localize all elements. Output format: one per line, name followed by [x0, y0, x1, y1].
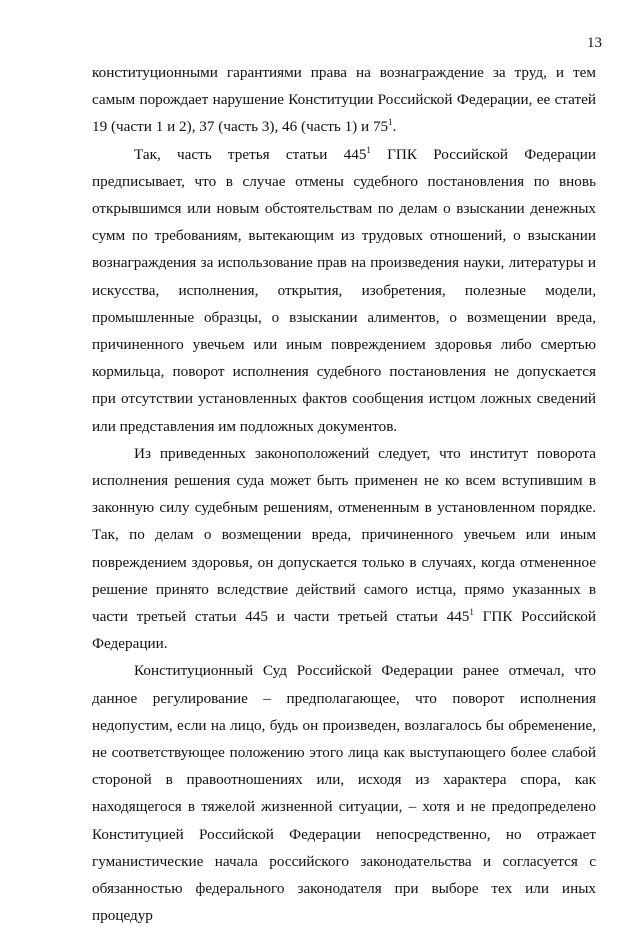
paragraph-text: Так, часть третья статьи 445 — [134, 145, 367, 163]
paragraph-continuation — [92, 59, 596, 141]
paragraph-text: Из приведенных законоположений следует, что институт поворота исполнения решения суда может быть применен не ко всем вступившим в законную силу судебным решениям, отмененным в установленном порядке. Так, по делам о возмещении вреда, причиненного увечьем или иным повреждением здоровья, он допускается только в случаях, когда отмененное решение принято вследствие действий самого истца, прямо указанных в части третьей статьи 445 и части третьей статьи 445 — [92, 444, 596, 626]
paragraph — [92, 440, 596, 658]
superscript: 1 — [469, 607, 474, 618]
paragraph — [92, 141, 596, 440]
page-number: 13 — [587, 35, 602, 51]
paragraph-text: Конституционный Суд Российской Федерации ранее отмечал, что данное регулирование – предполагающее, что поворот исполнения недопустим, если на лицо, будь он произведен, возлагалось бы обременение, не соответствующее положению этого лица как выступающего более слабой стороной в правоотношениях или, исходя из характера спора, как находящегося в тяжелой жизненной ситуации, – хотя и не предопределено Конституцией Российской Федерации непосредственно, но отражает гуманистические начала российского законодательства и согласуется с обязанностью федерального законодателя при выборе тех или иных процедур — [92, 662, 596, 925]
body-text — [92, 59, 596, 930]
superscript: 1 — [366, 144, 371, 155]
paragraph — [92, 657, 596, 929]
paragraph-text-tail: ГПК Российской Федерации. — [92, 608, 596, 653]
paragraph-text-tail: . — [392, 118, 397, 136]
superscript: 1 — [388, 117, 393, 128]
paragraph-text-tail: ГПК Российской Федерации предписывает, что в случае отмены судебного постановления по вновь открывшимся или новым обстоятельствам по делам о взыскании денежных сумм по требованиям, вытекающим из трудовых отношений, о взыскании вознаграждения за использование прав на произведения науки, литературы и искусства, исполнения, открытия, изобретения, полезные модели, промышленные образцы, о взыскании алиментов, о возмещении вреда, причиненного увечьем или иным повреждением здоровья либо смертью кормильца, поворот исполнения судебного постановления не допускается при отсутствии установленных фактов сообщения истцом ложных сведений или представления им подложных документов. — [92, 145, 596, 435]
paragraph-text: конституционными гарантиями права на вознаграждение за труд, и тем самым порождает нарушение Конституции Российской Федерации, ее статей 19 (части 1 и 2), 37 (часть 3), 46 (часть 1) и 75 — [92, 64, 596, 136]
